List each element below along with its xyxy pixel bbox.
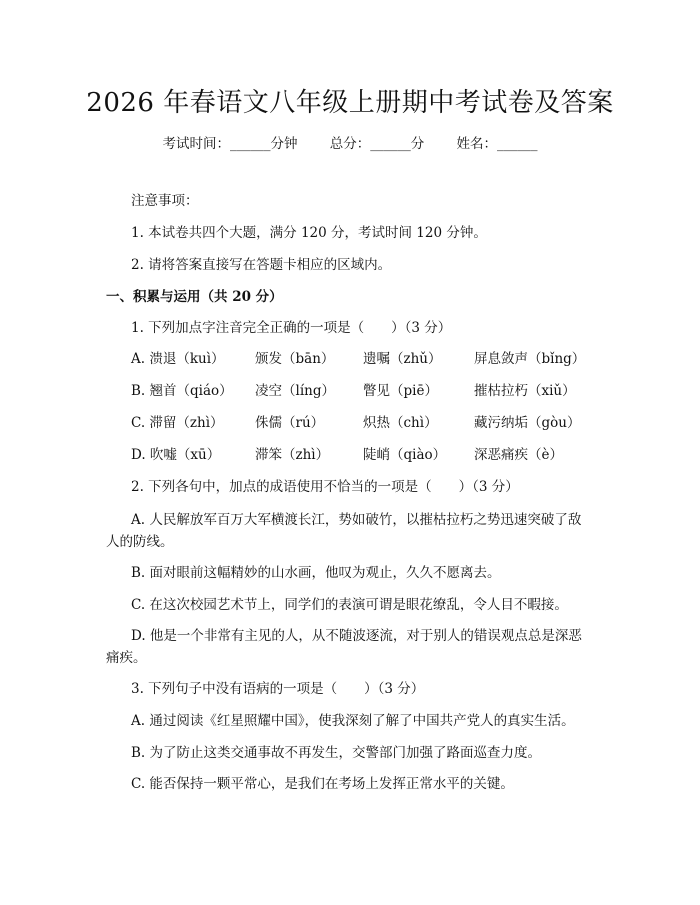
notice-heading: 注意事项： xyxy=(131,193,199,209)
answer-option: B. 为了防止这类交通事故不再发生，交警部门加强了路面巡查力度。 xyxy=(131,745,542,761)
answer-option: D. 他是一个非常有主见的人，从不随波逐流，对于别人的错误观点总是深恶痛疾。 xyxy=(106,628,582,666)
question-stem: 2. 下列各句中，加点的成语使用不恰当的一项是（ ）（3 分） xyxy=(131,479,519,495)
option-cell: 屏息敛声（bǐng） xyxy=(474,351,586,367)
option-cell: 侏儒（rú） xyxy=(255,415,325,431)
option-cell: 陡峭（qiào） xyxy=(363,447,447,463)
exam-meta xyxy=(0,132,700,152)
option-cell: D. 吹嘘（xū） xyxy=(131,447,221,463)
option-cell: 炽热（chì） xyxy=(363,415,438,431)
option-cell: 摧枯拉朽（xiǔ） xyxy=(474,383,576,399)
option-cell: B. 翘首（qiáo） xyxy=(131,383,233,399)
notice-item: 1. 本试卷共四个大题，满分 120 分，考试时间 120 分钟。 xyxy=(131,225,487,241)
option-cell: 深恶痛疾（è） xyxy=(474,447,563,463)
answer-option: A. 人民解放军百万大军横渡长江，势如破竹，以摧枯拉朽之势迅速突破了敌人的防线。 xyxy=(106,512,582,550)
answer-option: A. 通过阅读《红星照耀中国》，使我深刻了解了中国共产党人的真实生活。 xyxy=(131,713,575,729)
question-stem: 1. 下列加点字注音完全正确的一项是（ ）（3 分） xyxy=(131,320,452,336)
option-row xyxy=(131,348,611,370)
answer-option: C. 在这次校园艺术节上，同学们的表演可谓是眼花缭乱，令人目不暇接。 xyxy=(131,597,568,613)
answer-option: C. 能否保持一颗平常心，是我们在考场上发挥正常水平的关键。 xyxy=(131,776,514,792)
answer-option: B. 面对眼前这幅精妙的山水画，他叹为观止，久久不愿离去。 xyxy=(131,565,501,581)
option-cell: 瞥见（piē） xyxy=(363,383,438,399)
page-title: 2026 年春语文八年级上册期中考试卷及答案 xyxy=(86,88,614,118)
notice-item: 2. 请将答案直接写在答题卡相应的区域内。 xyxy=(131,257,392,273)
exam-time-field: 考试时间：______分钟 xyxy=(162,136,298,152)
option-cell: C. 滞留（zhì） xyxy=(131,415,224,431)
option-row xyxy=(131,380,611,402)
total-score-field: 总分：______分 xyxy=(329,136,425,152)
option-cell: 颁发（bān） xyxy=(255,351,335,367)
section-heading: 一、积累与运用（共 20 分） xyxy=(106,289,283,305)
option-cell: 遗嘱（zhǔ） xyxy=(363,351,442,367)
option-cell: A. 溃退（kuì） xyxy=(131,351,225,367)
option-cell: 藏污纳垢（gòu） xyxy=(474,415,581,431)
option-cell: 滞笨（zhì） xyxy=(255,447,330,463)
option-row xyxy=(131,412,611,434)
question-stem: 3. 下列句子中没有语病的一项是（ ）（3 分） xyxy=(131,681,425,697)
name-field: 姓名：______ xyxy=(456,136,538,152)
option-cell: 凌空（líng） xyxy=(255,383,335,399)
option-row xyxy=(131,444,611,466)
